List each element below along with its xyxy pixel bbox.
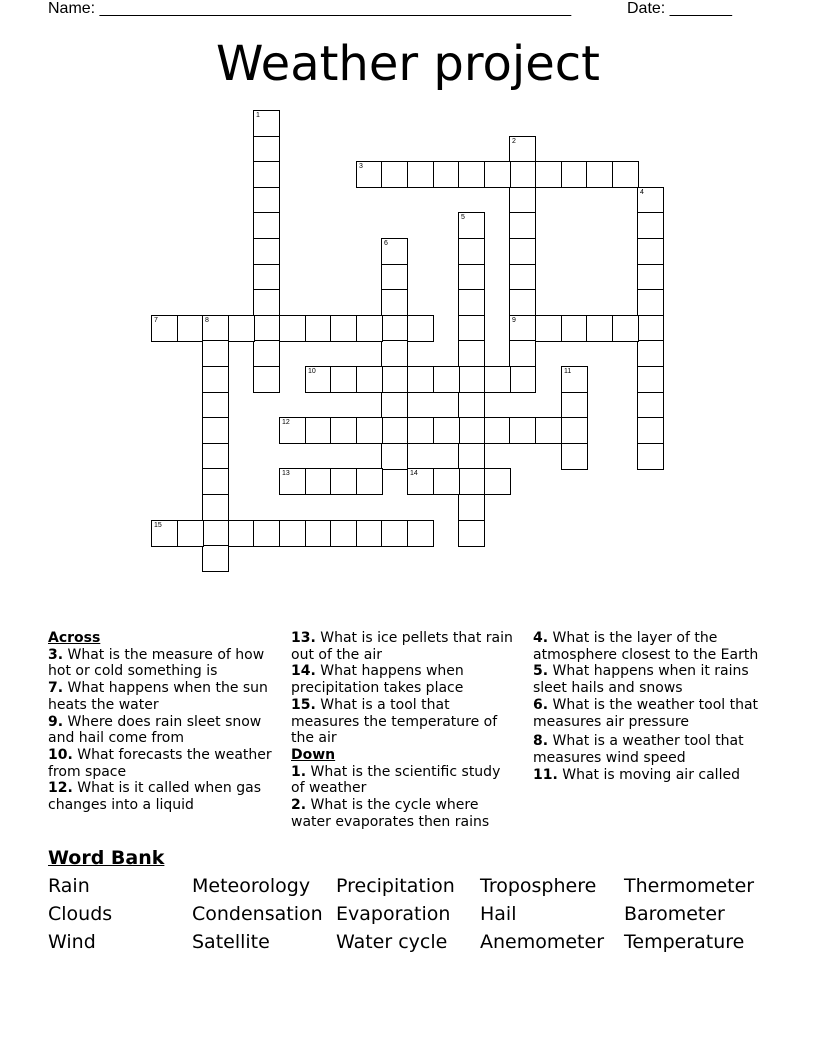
crossword-cell[interactable] [586,315,613,342]
word-bank-item: Meteorology [192,875,311,897]
crossword-cell[interactable] [381,417,408,444]
crossword-cell[interactable] [509,136,536,163]
crossword-cell[interactable] [586,161,613,188]
crossword-cell[interactable] [202,340,229,367]
crossword-cell[interactable] [253,366,280,393]
crossword-cell[interactable] [381,238,408,265]
crossword-cell[interactable] [509,417,536,444]
cell-number: 3 [359,163,363,170]
crossword-cell[interactable] [407,520,434,547]
crossword-cell[interactable] [202,417,229,444]
crossword-cell[interactable] [433,468,460,495]
crossword-cell[interactable] [253,212,280,239]
crossword-cell[interactable] [202,443,229,470]
crossword-cell[interactable] [253,315,280,342]
crossword-cell[interactable] [356,161,383,188]
clues-column-1 [48,630,273,814]
crossword-cell[interactable] [637,212,664,239]
crossword-cell[interactable] [407,161,434,188]
word-bank-item: Thermometer [624,875,755,897]
crossword-cell[interactable] [381,161,408,188]
crossword-cell[interactable] [305,520,332,547]
crossword-cell[interactable] [151,315,178,342]
name-field-label: Name: _____________________________________________________ [48,0,572,17]
word-bank-item: Wind [48,931,96,953]
crossword-cell[interactable] [253,161,280,188]
crossword-cell[interactable] [509,289,536,316]
crossword-cell[interactable] [356,468,383,495]
crossword-cell[interactable] [305,315,332,342]
clue-across-15: 15. What is a tool that measures the temperature of the air [291,696,498,747]
cell-number: 10 [308,368,316,375]
clue-down-6: 6. What is the weather tool that measures air pressure [533,696,759,730]
crossword-cell[interactable] [407,468,434,495]
crossword-cell[interactable] [356,366,383,393]
crossword-cell[interactable] [330,520,357,547]
crossword-cell[interactable] [458,468,485,495]
across-heading: Across [48,630,101,646]
crossword-cell[interactable] [637,187,664,214]
crossword-cell[interactable] [381,315,408,342]
crossword-cell[interactable] [458,212,485,239]
crossword-cell[interactable] [561,161,588,188]
crossword-cell[interactable] [458,366,485,393]
crossword-cell[interactable] [484,468,511,495]
clue-down-1: 1. What is the scientific study of weather [291,763,501,797]
crossword-cell[interactable] [637,315,664,342]
page-title: Weather project [216,36,600,92]
word-bank-item: Anemometer [480,931,605,953]
crossword-cell[interactable] [253,187,280,214]
crossword-cell[interactable] [433,417,460,444]
word-bank-item: Satellite [192,931,270,953]
crossword-cell[interactable] [637,366,664,393]
clue-across-10: 10. What forecasts the weather from space [48,746,272,780]
crossword-cell[interactable] [458,289,485,316]
crossword-cell[interactable] [484,161,511,188]
crossword-cell[interactable] [458,520,485,547]
crossword-cell[interactable] [202,392,229,419]
crossword-cell[interactable] [637,289,664,316]
crossword-cell[interactable] [202,468,229,495]
word-bank-item: Rain [48,875,90,897]
crossword-cell[interactable] [612,315,639,342]
word-bank-title: Word Bank [48,847,165,869]
crossword-cell[interactable] [433,366,460,393]
crossword-cell[interactable] [253,264,280,291]
crossword-cell[interactable] [509,366,536,393]
clue-across-13: 13. What is ice pellets that rain out of the air [291,630,513,663]
crossword-cell[interactable] [305,417,332,444]
crossword-cell[interactable] [509,340,536,367]
clue-down-2: 2. What is the cycle where water evaporates then rains [291,797,490,830]
clue-across-9: 9. Where does rain sleet snow and hail come from [48,713,262,747]
word-bank-item: Temperature [624,931,745,953]
crossword-cell[interactable] [202,366,229,393]
crossword-cell[interactable] [535,315,562,342]
crossword-cell[interactable] [381,366,408,393]
crossword-cell[interactable] [484,417,511,444]
crossword-cell[interactable] [228,315,255,342]
crossword-cell[interactable] [253,340,280,367]
crossword-cell[interactable] [458,264,485,291]
crossword-cell[interactable] [458,340,485,367]
clue-across-7: 7. What happens when the sun heats the water [48,680,268,713]
crossword-cell[interactable] [202,494,229,521]
crossword-cell[interactable] [253,289,280,316]
cell-number: 14 [410,470,418,477]
crossword-cell[interactable] [509,264,536,291]
word-bank-item: Clouds [48,903,113,925]
crossword-cell[interactable] [561,366,588,393]
crossword-cell[interactable] [637,340,664,367]
crossword-cell[interactable] [561,392,588,419]
crossword-cell[interactable] [279,315,306,342]
cell-number: 12 [282,419,290,426]
clue-down-8: 8. What is a weather tool that measures wind speed [533,733,744,766]
crossword-cell[interactable] [637,417,664,444]
clue-across-12: 12. What is it called when gas changes into a liquid [48,780,261,814]
crossword-cell[interactable] [458,238,485,265]
clue-across-14: 14. What happens when precipitation takes place [291,663,464,697]
crossword-cell[interactable] [381,340,408,367]
crossword-cell[interactable] [305,468,332,495]
crossword-cell[interactable] [202,520,229,547]
word-bank-item: Precipitation [336,875,455,897]
crossword-cell[interactable] [458,392,485,419]
clue-down-11: 11. What is moving air called [533,766,740,783]
date-field-label: Date: _______ [627,0,732,17]
crossword-cell[interactable] [253,520,280,547]
crossword-cell[interactable] [381,264,408,291]
word-bank-item: Water cycle [336,931,448,953]
crossword-cell[interactable] [458,315,485,342]
cell-number: 6 [384,240,388,247]
crossword-cell[interactable] [458,417,485,444]
crossword-cell[interactable] [535,417,562,444]
crossword-cell[interactable] [458,161,485,188]
cell-number: 13 [282,470,290,477]
cell-number: 1 [256,112,260,119]
word-bank-item: Barometer [624,903,725,925]
crossword-cell[interactable] [458,494,485,521]
crossword-cell[interactable] [381,520,408,547]
crossword-cell[interactable] [356,417,383,444]
clue-down-5: 5. What happens when it rains sleet hails and snows [533,663,749,697]
crossword-cell[interactable] [458,443,485,470]
crossword-cell[interactable] [330,417,357,444]
crossword-cell[interactable] [433,161,460,188]
crossword-cell[interactable] [484,366,511,393]
crossword-cell[interactable] [228,520,255,547]
crossword-cell[interactable] [561,315,588,342]
crossword-cell[interactable] [561,443,588,470]
crossword-cell[interactable] [356,520,383,547]
clue-across-3: 3. What is the measure of how hot or cold something is [48,646,265,680]
crossword-cell[interactable] [279,417,306,444]
crossword-cell[interactable] [561,417,588,444]
down-heading: Down [291,746,336,763]
crossword-cell[interactable] [253,110,280,137]
crossword-cell[interactable] [381,443,408,470]
crossword-cell[interactable] [279,468,306,495]
cell-number: 8 [205,317,209,324]
word-bank-item: Condensation [192,903,323,925]
crossword-cell[interactable] [637,392,664,419]
cell-number: 5 [461,214,465,221]
crossword-cell[interactable] [535,161,562,188]
crossword-cell[interactable] [330,366,357,393]
crossword-cell[interactable] [637,443,664,470]
crossword-cell[interactable] [407,366,434,393]
clue-down-4: 4. What is the layer of the atmosphere closest to the Earth [533,630,759,663]
word-bank-item: Troposphere [480,875,597,897]
crossword-cell[interactable] [509,315,536,342]
crossword-cell[interactable] [202,315,229,342]
crossword-cell[interactable] [177,520,204,547]
crossword-cell[interactable] [177,315,204,342]
crossword-cell[interactable] [202,545,229,572]
cell-number: 11 [564,368,572,375]
crossword-cell[interactable] [330,468,357,495]
cell-number: 7 [154,317,158,324]
crossword-cell[interactable] [637,238,664,265]
crossword-cell[interactable] [381,392,408,419]
crossword-cell[interactable] [407,417,434,444]
cell-number: 4 [640,189,644,196]
crossword-cell[interactable] [253,238,280,265]
crossword-cell[interactable] [305,366,332,393]
crossword-cell[interactable] [509,238,536,265]
crossword-cell[interactable] [381,289,408,316]
crossword-cell[interactable] [509,187,536,214]
crossword-cell[interactable] [253,136,280,163]
cell-number: 2 [512,138,516,145]
clues-column-3 [533,630,773,783]
crossword-cell[interactable] [637,264,664,291]
crossword-cell[interactable] [151,520,178,547]
crossword-cell[interactable] [509,212,536,239]
word-bank-item: Evaporation [336,903,451,925]
crossword-cell[interactable] [330,315,357,342]
crossword-cell[interactable] [612,161,639,188]
crossword-cell[interactable] [356,315,383,342]
word-bank-item: Hail [480,903,517,925]
cell-number: 9 [512,317,516,324]
cell-number: 15 [154,522,162,529]
crossword-cell[interactable] [509,161,536,188]
crossword-cell[interactable] [407,315,434,342]
crossword-cell[interactable] [279,520,306,547]
clues-column-2 [291,630,513,830]
